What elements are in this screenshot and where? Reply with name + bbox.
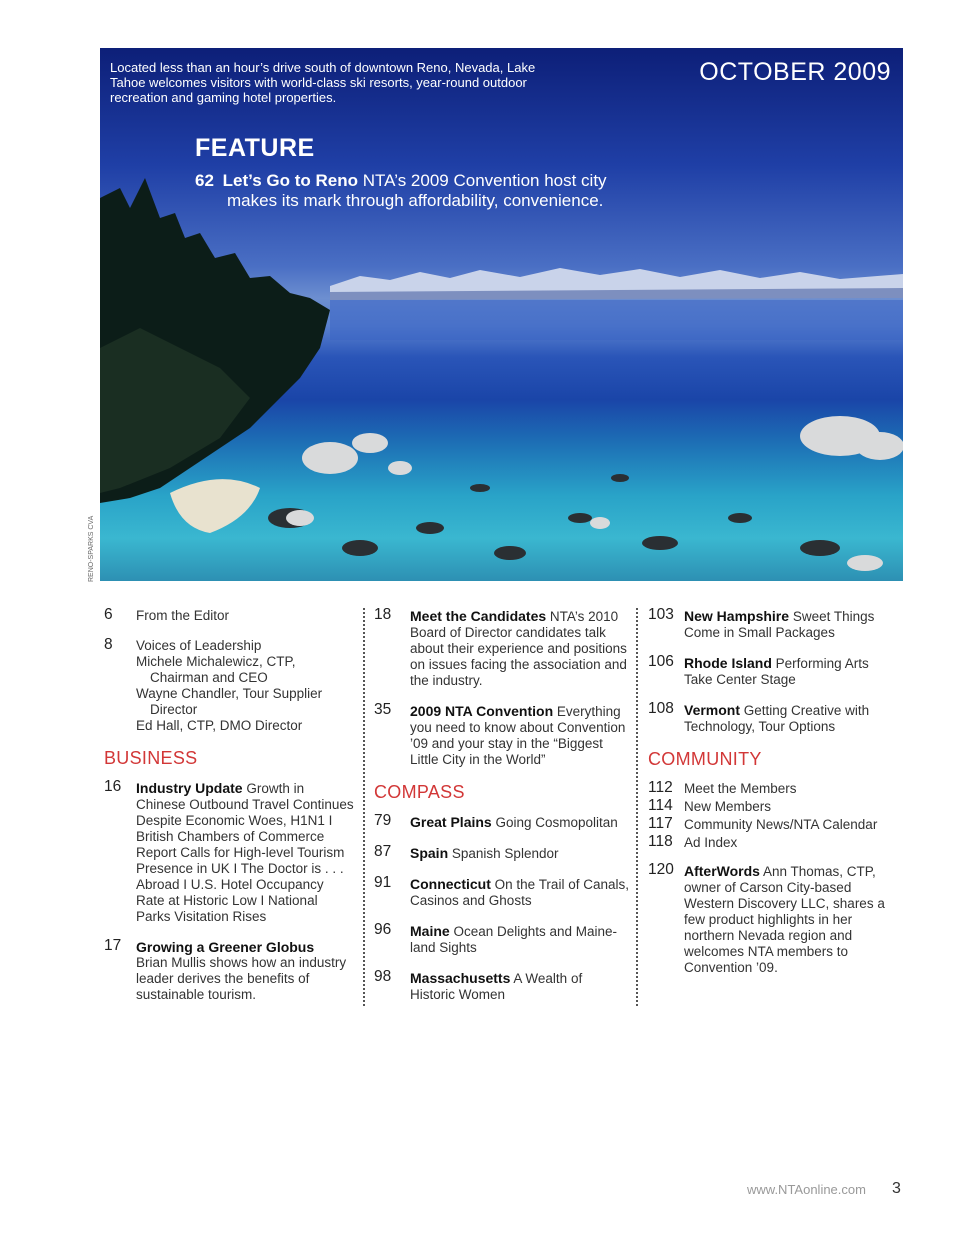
feature-entry[interactable] [195,171,635,211]
entry-desc: Growth in Chinese Outbound Travel Continues Despite Economic Woes, H1N1 I British Chambers of Commerce Report Calls for High-level Tourism Presence in UK I The Doctor is . . . Abroad I U.S. Hotel Occupancy Rate at Historic Low I National Parks Visitation Rises [136,781,354,924]
entry-line: Michele Michalewicz, CTP, [136,654,296,669]
page-number: 118 [648,833,673,850]
entry-line: Ed Hall, CTP, DMO Director [136,718,303,733]
page-number: 120 [648,861,674,878]
toc-entry[interactable] [104,939,354,1003]
toc-entry[interactable] [374,970,630,1003]
column-divider [363,608,365,1006]
entry-line: Wayne Chandler, Tour Supplier [136,686,323,701]
entry-title: Industry Update [136,780,243,796]
page-number: 6 [104,606,113,623]
page-number: 91 [374,874,392,891]
spacer [648,853,893,863]
toc-entry[interactable] [648,608,893,641]
toc-entry[interactable] [374,814,630,831]
page-number: 17 [104,937,122,954]
photo-credit: RENO-SPARKS CVA [88,515,95,582]
feature-page-number: 62 [195,171,214,190]
page-number: 35 [374,701,392,718]
page-number: 106 [648,653,674,670]
page-number: 98 [374,968,392,985]
toc-entry[interactable] [374,608,630,689]
entry-desc: Sweet Things Come in Small Packages [684,609,875,640]
page-number-footer: 3 [892,1180,901,1197]
toc-entry[interactable] [104,638,354,734]
page-number: 117 [648,815,673,832]
feature-desc-2: makes its mark through affordability, convenience. [227,191,604,210]
page-number: 96 [374,921,392,938]
entry-title: Rhode Island [684,655,772,671]
toc-entry[interactable] [374,876,630,909]
entry-desc: Everything you need to know about Convention ’09 and your stay in the “Biggest Little City in the World” [410,704,626,767]
page-number: 8 [104,636,113,653]
page-number: 87 [374,843,392,860]
entry-desc: Brian Mullis shows how an industry leader derives the benefits of sustainable tourism. [136,955,347,1002]
entry-desc: NTA’s 2010 Board of Director candidates talk about their experience and positions on issues facing the association and the industry. [410,609,627,688]
section-heading-community: COMMUNITY [648,749,762,769]
entry-title: 2009 NTA Convention [410,703,554,719]
page-number: 79 [374,812,392,829]
issue-date: OCTOBER 2009 [699,58,891,86]
entry-desc: Spanish Splendor [451,846,559,861]
toc-entry[interactable] [374,845,630,862]
entry-title: AfterWords [684,863,760,879]
entry-desc: Going Cosmopolitan [495,815,618,830]
entry-desc: On the Trail of Canals, Casinos and Ghosts [410,877,629,908]
entry-title: Maine [410,923,450,939]
page-number: 16 [104,778,122,795]
page-number: 114 [648,797,673,814]
entry-title: Vermont [684,702,741,718]
feature-heading: FEATURE [195,134,315,162]
section-heading-compass: COMPASS [374,782,465,802]
toc-entry[interactable] [648,781,893,797]
page-number: 103 [648,606,674,623]
entry-title: Ad Index [684,835,738,850]
footer-url[interactable]: www.NTAonline.com [747,1182,866,1197]
page-number: 108 [648,700,674,717]
entry-title: Connecticut [410,876,491,892]
toc-entry[interactable] [648,799,893,815]
feature-title: Let’s Go to Reno [222,171,359,190]
entry-title: New Hampshire [684,608,790,624]
toc-column-1 [104,608,354,1017]
column-divider [636,608,638,1006]
entry-desc: Ann Thomas, CTP, owner of Carson City-based Western Discovery LLC, shares a few product highlights in her northern Nevada region and welcomes NTA members to Convention ’09. [684,864,885,975]
toc-entry[interactable] [648,863,893,976]
toc-entry[interactable] [374,703,630,768]
lake-landscape-illustration [100,48,903,581]
section-heading-business: BUSINESS [104,748,198,768]
entry-title: Meet the Candidates [410,608,547,624]
entry-title: Community News/NTA Calendar [684,817,878,832]
toc-entry[interactable] [648,702,893,735]
page-number: 18 [374,606,392,623]
entry-desc: Performing Arts Take Center Stage [684,656,869,687]
entry-title: Spain [410,845,449,861]
entry-desc: Ocean Delights and Maine-land Sights [410,924,618,955]
entry-title: Voices of Leadership [136,638,262,653]
entry-desc: Getting Creative with Technology, Tour Options [684,703,870,734]
hero-photo [100,48,903,581]
entry-title: Massachusetts [410,970,511,986]
feature-desc-1: NTA’s 2009 Convention host city [362,171,607,190]
entry-line: Chairman and CEO [150,670,268,685]
entry-title: New Members [684,799,772,814]
entry-desc: A Wealth of Historic Women [410,971,583,1002]
toc-entry[interactable] [648,817,893,833]
toc-entry[interactable] [648,835,893,851]
toc-entry[interactable] [374,923,630,956]
entry-line: Director [150,702,198,717]
entry-title: Meet the Members [684,781,797,796]
toc-entry[interactable] [648,655,893,688]
toc-entry[interactable] [104,608,354,624]
toc-column-3 [648,608,893,990]
toc-column-2 [374,608,630,1017]
entry-title: Growing a Greener Globus [136,939,315,955]
hero-caption: Located less than an hour’s drive south of downtown Reno, Nevada, Lake Tahoe welcomes visitors with world-class ski resorts, year-round outdoor recreation and gaming hotel properties. [110,60,536,105]
feature-block [195,134,635,211]
page-number: 112 [648,779,673,796]
entry-title: Great Plains [410,814,492,830]
entry-title: From the Editor [136,608,230,623]
toc-entry[interactable] [104,780,354,925]
